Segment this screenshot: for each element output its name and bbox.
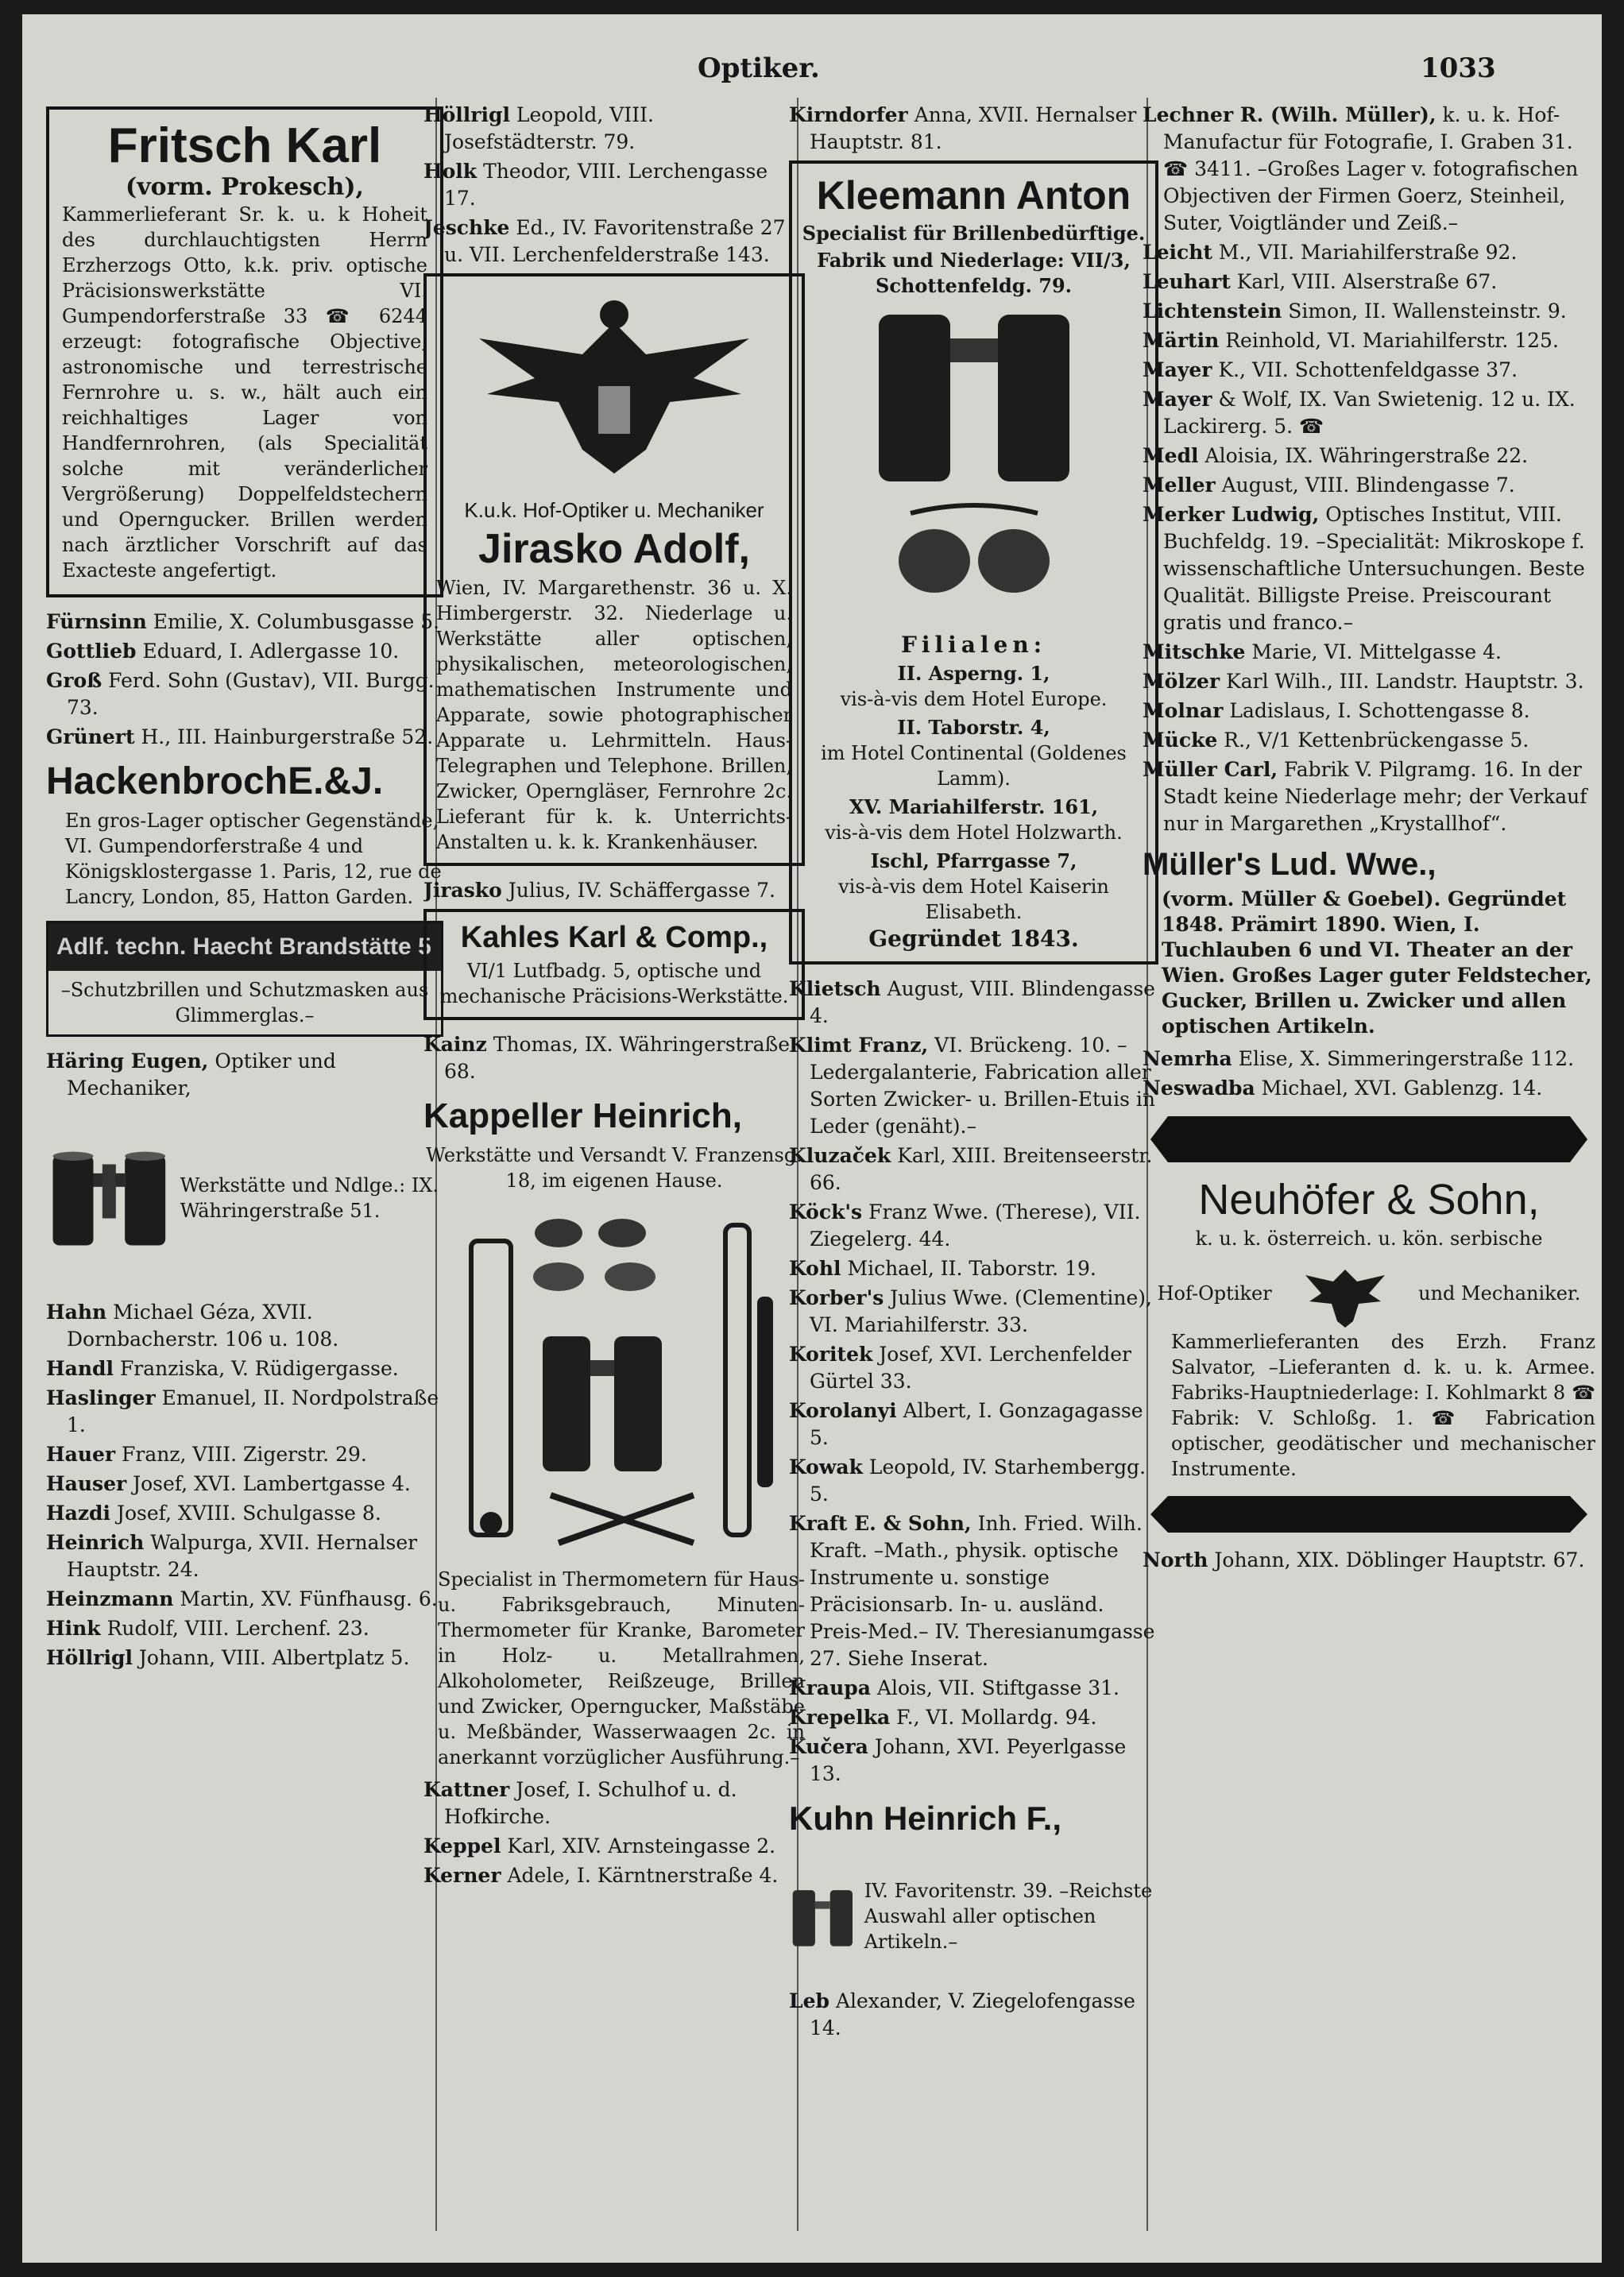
directory-entry xyxy=(1143,327,1595,354)
entry-details: Emanuel, II. Nordpolstraße 1. xyxy=(67,1386,439,1436)
entry-name: Koritek xyxy=(789,1343,873,1366)
entry-name: Kraupa xyxy=(789,1676,871,1699)
entry-name: Kattner xyxy=(423,1778,510,1801)
entry-details: Theodor, VIII. Lerchengasse 17. xyxy=(444,160,768,210)
entry-details: Albert, I. Gonzagagasse 5. xyxy=(810,1399,1143,1449)
entry-name: Hink xyxy=(46,1617,101,1640)
ad-fritsch-name: Fritsch Karl xyxy=(107,118,382,173)
ad-kappeller-illustration xyxy=(423,1201,805,1559)
filiale-note: vis-à-vis dem Hotel Holzwarth. xyxy=(825,821,1123,844)
entry-list xyxy=(423,1776,805,1889)
ad-kleemann-filialen-heading: Filialen: xyxy=(900,632,1047,658)
directory-entry xyxy=(46,1529,443,1583)
directory-entry xyxy=(46,638,443,665)
instruments-icon xyxy=(439,1201,789,1559)
binoculars-icon xyxy=(46,1107,172,1289)
entry-list xyxy=(46,1299,443,1672)
ad-jirasko-emblem xyxy=(436,291,792,489)
directory-entry xyxy=(789,1199,1158,1253)
ad-kleemann-addr: Fabrik und Niederlage: VII/3, Schottenfeldg. 79. xyxy=(817,249,1131,297)
directory-entry xyxy=(1143,357,1595,384)
directory-entry xyxy=(1143,698,1595,725)
entry-details: Ladislaus, I. Schottengasse 8. xyxy=(1229,699,1530,722)
entry-details: Josef, I. Schulhof u. d. Hofkirche. xyxy=(444,1778,737,1828)
entry-details: Leopold, IV. Starhembergg. 5. xyxy=(810,1456,1146,1506)
ad-neuhoefer-name: Neuhöfer & Sohn, xyxy=(1198,1176,1540,1224)
entry-details: Leopold, VIII. Josefstädterstr. 79. xyxy=(444,103,654,153)
entry-details: Thomas, IX. Währingerstraße 68. xyxy=(444,1033,791,1083)
directory-page xyxy=(22,14,1602,2263)
ad-jirasko-name: Jirasko Adolf, xyxy=(478,526,750,572)
entry-details: Karl, XIV. Arnsteingasse 2. xyxy=(507,1834,776,1858)
entry-details: August, VIII. Blindengasse 4. xyxy=(810,977,1155,1027)
ad-haering-shop: Werkstätte und Ndlge.: IX. Währingerstraße 51. xyxy=(180,1174,439,1222)
entry-list xyxy=(1143,1046,1595,1102)
entry-details: Johann, XIX. Döblinger Hauptstr. 67. xyxy=(1214,1548,1585,1571)
entry-details: Franz, VIII. Zigerstr. 29. xyxy=(122,1443,367,1466)
ad-neuhoefer-right: und Mechaniker. xyxy=(1418,1282,1581,1305)
entry-details: & Wolf, IX. Van Swietenig. 12 u. IX. Lackirerg. 5. ☎ xyxy=(1163,388,1576,438)
directory-entry xyxy=(46,1471,443,1498)
entry-name: Kluzaček xyxy=(789,1144,891,1167)
ad-kleemann-name: Kleemann Anton xyxy=(816,173,1131,218)
entry-name: Korber's xyxy=(789,1286,884,1309)
directory-entry xyxy=(1143,443,1595,470)
entry-details: Reinhold, VI. Mariahilferstr. 125. xyxy=(1225,329,1559,352)
ad-kleemann xyxy=(789,160,1158,965)
entry-name: Märtin xyxy=(1143,329,1220,352)
directory-entry xyxy=(789,1142,1158,1196)
entry-details: Karl Wilh., III. Landstr. Hauptstr. 3. xyxy=(1226,670,1584,693)
entry-details: Fabrik V. Pilgramg. 16. In der Stadt keine Niederlage mehr; der Verkauf nur in Margarethen „Krystallhof“. xyxy=(1163,758,1587,835)
entry-details: Elise, X. Simmeringerstraße 112. xyxy=(1238,1047,1575,1070)
directory-entry xyxy=(46,1355,443,1382)
entry-details: Julius Wwe. (Clementine), VI. Mariahilferstr. 33. xyxy=(810,1286,1152,1336)
entry-name: Kučera xyxy=(789,1735,868,1758)
directory-entry xyxy=(789,1510,1158,1672)
ad-neuhoefer-sub: k. u. k. österreich. u. kön. serbische xyxy=(1195,1227,1543,1250)
entry-list xyxy=(423,1031,805,1085)
entry-name: Jeschke xyxy=(423,216,510,239)
directory-entry xyxy=(423,1031,805,1085)
directory-entry xyxy=(423,158,805,212)
entry-details: Anna, XVII. Hernalser Hauptstr. 81. xyxy=(810,103,1137,153)
entry-details: Julius, IV. Schäffergasse 7. xyxy=(508,879,775,902)
entry-name: Meller xyxy=(1143,474,1216,497)
directory-entry xyxy=(423,1862,805,1889)
entry-details: Michael, II. Taborstr. 19. xyxy=(847,1257,1096,1280)
directory-entry xyxy=(423,1833,805,1860)
ad-haering-name: Häring Eugen, xyxy=(46,1050,209,1073)
column-3 xyxy=(789,102,1158,2255)
entry-name: Molnar xyxy=(1143,699,1224,722)
entry-name: Hauer xyxy=(46,1443,116,1466)
entry-details: Michael Géza, XVII. Dornbacherstr. 106 u. 108. xyxy=(67,1301,339,1351)
entry-details: August, VIII. Blindengasse 7. xyxy=(1221,474,1515,497)
filiale-note: vis-à-vis dem Hotel Kaiserin Elisabeth. xyxy=(838,876,1109,923)
entry-details: Emilie, X. Columbusgasse 5. xyxy=(153,610,440,633)
banner-bottom xyxy=(1150,1496,1587,1533)
directory-entry xyxy=(423,215,805,269)
directory-entry xyxy=(1143,1046,1595,1073)
entry-list xyxy=(1143,1547,1595,1574)
ad-fritsch-text: Kammerlieferant Sr. k. u. k Hoheit des durchlauchtigsten Herrn Erzherzogs Otto, k.k. priv. optische Präcisionswerkstätte VI. Gumpendorferstraße 33 ☎ 6244 erzeugt: fotografische Objective, astronomische und terrestrische Fernrohre u. s. w., hält auch ein reichhaltiges Lager von Handfernrohren, (als Specialität solche mit veränderlicher Vergrößerung) Doppelfeldstechern und Operngucker. Brillen werden nach ärztlicher Vorschrift auf das Exacteste angefertigt. xyxy=(62,203,427,582)
entry-name: Höllrigl xyxy=(423,103,510,126)
entry-name: Leicht xyxy=(1143,241,1212,264)
entry-name: Kraft E. & Sohn, xyxy=(789,1512,972,1535)
entry-name: Merker Ludwig, xyxy=(1143,503,1320,526)
directory-entry xyxy=(789,1704,1158,1731)
entry-details: Simon, II. Wallensteinstr. 9. xyxy=(1288,300,1567,323)
ad-kappeller-name: Kappeller Heinrich, xyxy=(423,1096,743,1135)
entry-details: Franziska, V. Rüdigergasse. xyxy=(119,1357,399,1380)
ad-fritsch xyxy=(46,106,443,597)
ad-neuhoefer-emblem-row xyxy=(1143,1258,1595,1329)
ad-jirasko-text: Wien, IV. Margarethenstr. 36 u. X. Himbergerstr. 32. Niederlage u. Werkstätte aller optischen, physikalischen, meteorologischen, mathematischen Instrumente und Apparate, sowie photographischer Apparate u. Lehrmitteln. Haus-Telegraphen und Telephone. Brillen, Zwicker, Operngläser, Fernrohre 2c. Lieferant für k. k. Unterrichts-Anstalten u. k. k. Krankenhäuser. xyxy=(436,577,792,853)
banner-top xyxy=(1150,1116,1587,1162)
ad-mueller-lud-text: (vorm. Müller & Goebel). Gegründet 1848. Prämirt 1890. Wien, I. Tuchlauben 6 und VI. Theater an der Wien. Großes Lager guter Feldstecher, Gucker, Brillen u. Zwicker und allen optischen Artikeln. xyxy=(1162,887,1592,1038)
ad-neuhoefer-left: Hof-Optiker xyxy=(1157,1282,1272,1305)
directory-entry xyxy=(46,1500,443,1527)
entry-name: Kerner xyxy=(423,1864,501,1887)
directory-entry xyxy=(789,1341,1158,1395)
entry-details: Johann, XVI. Peyerlgasse 13. xyxy=(810,1735,1127,1785)
entry-list xyxy=(789,1988,1158,2042)
entry-details: F., VI. Mollardg. 94. xyxy=(896,1706,1097,1729)
entry-details: Alexander, V. Ziegelofengasse 14. xyxy=(810,1989,1135,2039)
entry-name: Mitschke xyxy=(1143,640,1246,663)
directory-entry xyxy=(1143,239,1595,266)
ad-hackenbroch-name: HackenbrochE.&J. xyxy=(46,760,384,802)
entry-name: Mayer xyxy=(1143,358,1212,381)
directory-entry xyxy=(1143,727,1595,754)
directory-entry xyxy=(1143,501,1595,636)
directory-entry xyxy=(789,1675,1158,1702)
ad-kleemann-founded: Gegründet 1843. xyxy=(868,926,1079,952)
entry-name: Kirndorfer xyxy=(789,103,908,126)
entry-name: Groß xyxy=(46,669,102,692)
ad-hackenbroch-text: En gros-Lager optischer Gegenstände, VI. Gumpendorferstraße 4 und Königsklostergasse 1. Paris, 12, rue de Lancry, London, 85, Hatton Garden. xyxy=(65,810,442,908)
directory-entry xyxy=(46,1385,443,1439)
entry-name: Handl xyxy=(46,1357,114,1380)
entry-name: Kohl xyxy=(789,1257,841,1280)
ad-kleemann-sub: Specialist für Brillenbedürftige. xyxy=(802,222,1146,245)
entry-details: K., VII. Schottenfeldgasse 37. xyxy=(1218,358,1518,381)
entry-name: Fürnsinn xyxy=(46,610,147,633)
ad-jirasko-sub: K.u.k. Hof-Optiker u. Mechaniker xyxy=(464,498,764,522)
entry-name: Höllrigl xyxy=(46,1646,133,1669)
entry-name: Grünert xyxy=(46,725,135,748)
directory-entry xyxy=(46,1645,443,1672)
entry-details: Josef, XVI. Lambertgasse 4. xyxy=(133,1472,411,1495)
ad-kuhn-name: Kuhn Heinrich F., xyxy=(789,1800,1062,1837)
entry-details: Alois, VII. Stiftgasse 31. xyxy=(876,1676,1119,1699)
directory-entry xyxy=(1143,298,1595,325)
page-heading: Optiker. xyxy=(698,52,820,84)
ad-kuhn-text: IV. Favoritenstr. 39. –Reichste Auswahl aller optischen Artikeln.– xyxy=(864,1880,1153,1953)
double-eagle-icon xyxy=(1301,1258,1389,1329)
ad-haering-role: Optiker und Mechaniker, xyxy=(67,1050,336,1100)
entry-name: Heinzmann xyxy=(46,1587,174,1610)
directory-entry xyxy=(1143,756,1595,837)
directory-entry xyxy=(1143,1075,1595,1102)
directory-entry xyxy=(46,609,443,636)
entry-name: Klietsch xyxy=(789,977,881,1000)
entry-name: Köck's xyxy=(789,1200,863,1224)
entry-details: Martin, XV. Fünfhausg. 6. xyxy=(180,1587,438,1610)
entry-name: Mücke xyxy=(1143,729,1218,752)
entry-name: Lichtenstein xyxy=(1143,300,1282,323)
filiale-note: im Hotel Continental (Goldenes Lamm). xyxy=(821,742,1127,790)
entry-details: M., VII. Mariahilferstraße 92. xyxy=(1218,241,1518,264)
entry-details: Karl, XIII. Breitenseerstr. 66. xyxy=(810,1144,1153,1194)
directory-entry xyxy=(423,877,805,904)
entry-details: Marie, VI. Mittelgasse 4. xyxy=(1251,640,1502,663)
ad-jirasko xyxy=(423,273,805,866)
directory-entry xyxy=(1143,639,1595,666)
entry-details: Ferd. Sohn (Gustav), VII. Burgg. 73. xyxy=(67,669,435,719)
directory-entry xyxy=(46,1586,443,1613)
entry-name: Nemrha xyxy=(1143,1047,1232,1070)
entry-details: H., III. Hainburgerstraße 52. xyxy=(141,725,434,748)
directory-entry xyxy=(789,976,1158,1030)
filiale-note: vis-à-vis dem Hotel Europe. xyxy=(840,688,1108,710)
filiale-address: II. Asperng. 1, xyxy=(897,662,1050,685)
entry-details: k. u. k. Hof-Manufactur für Fotografie, I. Graben 31. ☎ 3411. –Großes Lager v. fotografischen Objectiven der Firmen Goerz, Steinheil, Suter, Voigtländer und Zeiß.– xyxy=(1163,103,1579,234)
ad-mueller-lud-name: Müller's Lud. Wwe., xyxy=(1143,847,1436,882)
ad-haering-body xyxy=(46,1107,443,1289)
entry-name: North xyxy=(1143,1548,1208,1571)
entry-name: Krepelka xyxy=(789,1706,891,1729)
entry-list xyxy=(46,609,443,751)
ad-haecht-name: Adlf. techn. Haecht Brandstätte 5 xyxy=(48,923,441,971)
entry-details: VI. Brückeng. 10. –Ledergalanterie, Fabrication aller Sorten Zwicker- u. Brillen-Etuis in Leder (genäht).– xyxy=(810,1034,1155,1138)
entry-name: Leuhart xyxy=(1143,270,1231,293)
column-1 xyxy=(46,102,443,2255)
column-4 xyxy=(1143,102,1595,2255)
directory-entry xyxy=(423,102,805,156)
entry-details: Eduard, I. Adlergasse 10. xyxy=(142,640,400,663)
ad-haecht xyxy=(46,921,443,1037)
entry-details: Josef, XVIII. Schulgasse 8. xyxy=(116,1502,381,1525)
ad-kahles xyxy=(423,909,805,1020)
entry-name: Jirasko xyxy=(423,879,502,902)
entry-list xyxy=(423,102,805,269)
entry-details: Michael, XVI. Gablenzg. 14. xyxy=(1261,1077,1543,1100)
entry-name: Holk xyxy=(423,160,478,183)
binoculars-icon xyxy=(847,307,1101,624)
entry-name: Mölzer xyxy=(1143,670,1220,693)
directory-entry xyxy=(789,1285,1158,1339)
directory-entry xyxy=(46,724,443,751)
directory-entry xyxy=(789,1255,1158,1282)
directory-entry xyxy=(46,1299,443,1353)
ad-haecht-text: –Schutzbrillen und Schutzmasken aus Glimmerglas.– xyxy=(60,979,429,1026)
page-number: 1033 xyxy=(1421,52,1496,84)
entry-name: Lechner R. (Wilh. Müller), xyxy=(1143,103,1436,126)
entry-name: Hahn xyxy=(46,1301,107,1324)
directory-entry xyxy=(46,1615,443,1642)
double-eagle-icon xyxy=(463,291,765,489)
entry-details: Franz Wwe. (Therese), VII. Ziegelerg. 44. xyxy=(810,1200,1141,1251)
ad-kuhn-body xyxy=(789,1845,1158,1988)
directory-entry xyxy=(789,1988,1158,2042)
entry-details: Johann, VIII. Albertplatz 5. xyxy=(138,1646,410,1669)
entry-details: Adele, I. Kärntnerstraße 4. xyxy=(507,1864,779,1887)
directory-entry xyxy=(789,102,1158,156)
entry-name: Kainz xyxy=(423,1033,487,1056)
directory-entry xyxy=(1143,269,1595,296)
entry-name: Korolanyi xyxy=(789,1399,897,1422)
directory-entry xyxy=(789,1454,1158,1508)
entry-list xyxy=(789,976,1158,1788)
filiale-address: Ischl, Pfarrgasse 7, xyxy=(870,849,1077,872)
entry-name: Klimt Franz, xyxy=(789,1034,929,1057)
entry-details: Rudolf, VIII. Lerchenf. 23. xyxy=(106,1617,369,1640)
entry-name: Leb xyxy=(789,1989,829,2012)
directory-entry xyxy=(1143,386,1595,440)
directory-entry xyxy=(789,1032,1158,1140)
entry-details: Aloisia, IX. Währingerstraße 22. xyxy=(1204,444,1529,467)
entry-details: Optisches Institut, VIII. Buchfeldg. 19. –Specialität: Mikroskope f. wissenschaftliche Untersuchungen. Beste Qualität. Billigste Preise. Preiscourant gratis und franco.– xyxy=(1163,503,1585,634)
ad-kappeller-sub: Werkstätte und Versandt V. Franzensg. 18, im eigenen Hause. xyxy=(426,1144,802,1192)
entry-name: Hazdi xyxy=(46,1502,110,1525)
entry-name: Kowak xyxy=(789,1456,863,1479)
entry-list xyxy=(423,877,805,904)
directory-entry xyxy=(1143,1547,1595,1574)
entry-name: Haslinger xyxy=(46,1386,156,1409)
entry-list xyxy=(1143,102,1595,837)
column-2 xyxy=(423,102,805,2255)
entry-details: R., V/1 Kettenbrückengasse 5. xyxy=(1224,729,1529,752)
directory-entry xyxy=(46,667,443,721)
binoculars-icon xyxy=(789,1845,856,1988)
entry-details: Inh. Fried. Wilh. Kraft. –Math., physik. optische Instrumente u. sonstige Präcisionsarb. In- u. ausländ. Preis-Med.– IV. Theresianumgasse 27. Siehe Inserat. xyxy=(810,1512,1155,1670)
entry-name: Neswadba xyxy=(1143,1077,1255,1100)
entry-details: Ed., IV. Favoritenstraße 27 u. VII. Lerchenfelderstraße 143. xyxy=(444,216,786,266)
entry-name: Hauser xyxy=(46,1472,127,1495)
entry-name: Müller Carl, xyxy=(1143,758,1278,781)
entry-name: Gottlieb xyxy=(46,640,137,663)
directory-entry xyxy=(1143,668,1595,695)
ad-haering xyxy=(46,1048,443,1102)
ad-neuhoefer-text: Kammerlieferanten des Erzh. Franz Salvator, –Lieferanten d. k. u. k. Armee. Fabriks-Hauptniederlage: I. Kohlmarkt 8 ☎ Fabrik: V. Schloßg. 1. ☎ Fabrication optischer, geodätischer und mechanischer Instrumente. xyxy=(1171,1331,1595,1480)
entry-name: Mayer xyxy=(1143,388,1212,411)
entry-name: Heinrich xyxy=(46,1531,145,1554)
directory-entry xyxy=(46,1441,443,1468)
entry-details: Josef, XVI. Lerchenfelder Gürtel 33. xyxy=(810,1343,1131,1393)
ad-kleemann-filialen xyxy=(802,661,1146,925)
ad-kappeller-text: Specialist in Thermometern für Haus- u. Fabriksgebrauch, Minuten-Thermometer für Kranke, Barometer in Holz- u. Metallrahmen, Alkoholometer, Reißzeuge, Brillen und Zwicker, Operngucker, Maßstäbe u. Meßbänder, Wasserwaagen 2c. in anerkannt vorzüglicher Ausführung.– xyxy=(438,1568,805,1769)
directory-entry xyxy=(423,1776,805,1830)
entry-name: Medl xyxy=(1143,444,1199,467)
directory-entry xyxy=(1143,472,1595,499)
ad-kahles-name: Kahles Karl & Comp., xyxy=(460,921,768,954)
entry-name: Keppel xyxy=(423,1834,501,1858)
ad-kleemann-illustration xyxy=(802,307,1146,624)
filiale-address: II. Taborstr. 4, xyxy=(897,716,1050,739)
entry-details: Walpurga, XVII. Hernalser Hauptstr. 24. xyxy=(67,1531,418,1581)
entry-list xyxy=(789,102,1158,156)
entry-details: Karl, VIII. Alserstraße 67. xyxy=(1236,270,1498,293)
ad-fritsch-sub: (vorm. Prokesch), xyxy=(126,173,364,201)
ad-kahles-text: VI/1 Lutfbadg. 5, optische und mechanische Präcisions-Werkstätte. xyxy=(439,960,789,1007)
directory-entry xyxy=(789,1398,1158,1452)
directory-entry xyxy=(1143,102,1595,237)
filiale-address: XV. Mariahilferstr. 161, xyxy=(849,795,1099,818)
directory-entry xyxy=(789,1734,1158,1788)
